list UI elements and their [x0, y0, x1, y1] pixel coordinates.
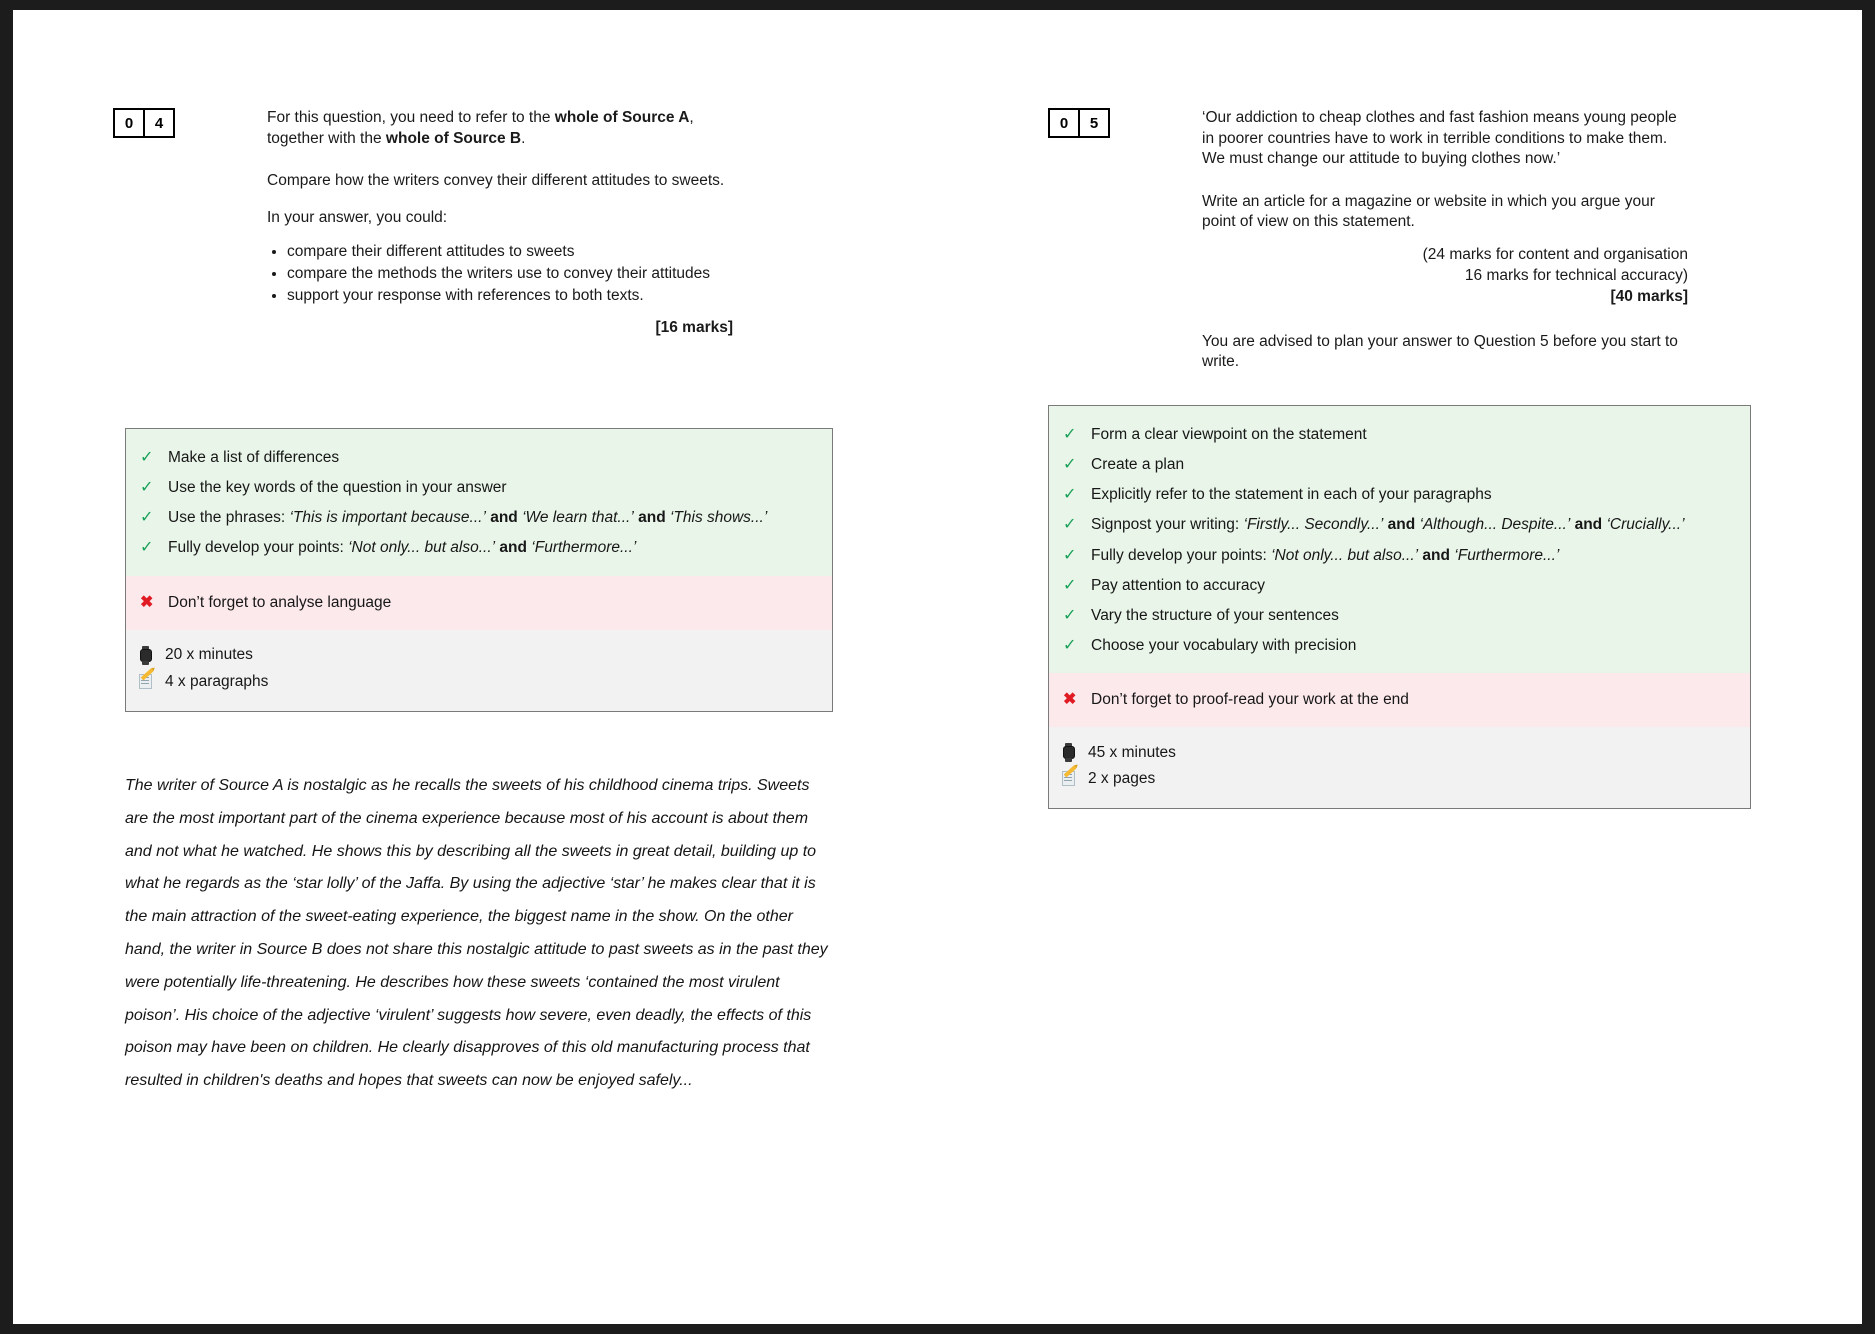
- question-04-task: Compare how the writers convey their different attitudes to sweets.: [267, 172, 725, 190]
- memo-icon: [139, 674, 165, 690]
- tick-icon: ✓: [140, 539, 154, 557]
- checklist-row-label: Fully develop your points: ‘Not only... but also...’ and ‘Furthermore...’: [168, 539, 637, 557]
- question-04-checklist-card: [125, 428, 833, 712]
- list-item: • compare the methods the writers use to convey their attitudes: [287, 264, 733, 285]
- checklist-row-label: Make a list of differences: [168, 449, 340, 466]
- checklist-row-label: Signpost your writing: ‘Firstly... Secondly...’ and ‘Although... Despite...’ and ‘Crucially...’: [1091, 516, 1685, 534]
- question-04-header: [113, 108, 733, 339]
- question-04-digit-2: 4: [154, 114, 164, 132]
- question-05-marks-block: [1202, 245, 1688, 308]
- question-04-number-box: [113, 108, 175, 138]
- checklist-row: [1049, 510, 1750, 540]
- checklist-row: [1049, 571, 1750, 601]
- checklist-row: [126, 443, 832, 473]
- question-05-meta-section: [1049, 727, 1750, 808]
- checklist-row: [126, 473, 832, 503]
- watch-icon: [139, 646, 165, 665]
- checklist-row: [1049, 420, 1750, 450]
- question-04-body: [267, 108, 733, 339]
- cross-icon: ✖: [1063, 691, 1077, 709]
- meta-row-label: 45 x minutes: [1088, 743, 1176, 761]
- checklist-row-label: Use the key words of the question in your answer: [168, 479, 507, 497]
- list-item: • compare their different attitudes to sweets: [287, 242, 733, 263]
- question-05-marks-total: [40 marks]: [1610, 287, 1688, 305]
- tick-icon: ✓: [1063, 636, 1077, 654]
- tick-icon: ✓: [140, 449, 154, 466]
- checklist-row-label: Form a clear viewpoint on the statement: [1091, 426, 1367, 443]
- meta-row-label: 4 x paragraphs: [165, 672, 269, 690]
- question-04-meta-section: [126, 630, 832, 711]
- checklist-row-label: Choose your vocabulary with precision: [1091, 636, 1357, 654]
- checklist-row: [1049, 541, 1750, 571]
- checklist-row-label: Pay attention to accuracy: [1091, 576, 1266, 594]
- question-05-body: [1202, 108, 1688, 373]
- watch-icon: [1062, 743, 1088, 762]
- meta-row-time: [126, 642, 832, 669]
- question-05-checklist-card: [1048, 405, 1751, 809]
- question-04-marks: [16 marks]: [655, 319, 733, 337]
- question-05-task: Write an article for a magazine or website in which you argue your point of view on this statement.: [1202, 192, 1655, 231]
- tick-icon: ✓: [1063, 516, 1077, 534]
- checklist-row: [1049, 631, 1750, 661]
- tick-icon: ✓: [1063, 486, 1077, 504]
- tick-icon: ✓: [1063, 546, 1077, 564]
- meta-row-length: [1049, 766, 1750, 792]
- question-04-bullet-list: [267, 242, 733, 306]
- checklist-row: [1049, 450, 1750, 480]
- checklist-row-label: Fully develop your points: ‘Not only... but also...’ and ‘Furthermore...’: [1091, 546, 1560, 564]
- checklist-row-label: Vary the structure of your sentences: [1091, 606, 1339, 624]
- question-04-donts-section: [126, 576, 832, 630]
- question-05-dos-section: [1049, 406, 1750, 673]
- meta-row-length: [126, 669, 832, 695]
- question-05-statement: ‘Our addiction to cheap clothes and fast fashion means young people in poorer countries have to work in terrible conditions to make them. We must change our attitude to buying clothes now.’: [1202, 109, 1677, 168]
- checklist-row-label: Don’t forget to proof-read your work at the end: [1091, 691, 1409, 709]
- checklist-row-warning: [126, 588, 832, 618]
- question-05-header: [1048, 108, 1688, 373]
- tick-icon: ✓: [1063, 426, 1077, 443]
- question-04-dos-section: [126, 429, 832, 576]
- meta-row-label: 20 x minutes: [165, 646, 253, 664]
- question-05-donts-section: [1049, 673, 1750, 727]
- meta-row-time: [1049, 739, 1750, 766]
- question-04-model-answer: The writer of Source A is nostalgic as he recalls the sweets of his childhood cinema trips. Sweets are the most important part of the cinema experience because most of his account is about them and not what he watched. He shows this by describing all the sweets in great detail, building up to what he regards as the ‘star lolly’ of the Jaffa. By using the adjective ‘star’ he makes clear that it is the main attraction of the sweet-eating experience, the biggest name in the show. On the other hand, the writer in Source B does not share this nostalgic attitude to past sweets as in the past they were potentially life-threatening. He describes how these sweets ‘contained the most virulent poison’. His choice of the adjective ‘virulent’ suggests how severe, even deadly, the effects of this poison may have been on children. He clearly disapproves of this old manufacturing process that resulted in children's deaths and hopes that sweets can now be enjoyed safely...: [125, 777, 828, 1090]
- tick-icon: ✓: [140, 479, 154, 497]
- question-05-marks-content: (24 marks for content and organisation: [1422, 246, 1688, 264]
- question-05-digit-1: 0: [1050, 110, 1080, 136]
- checklist-row: [1049, 601, 1750, 631]
- checklist-row: [126, 533, 832, 563]
- question-04-leadin: In your answer, you could:: [267, 208, 448, 226]
- tick-icon: ✓: [1063, 576, 1077, 594]
- meta-row-label: 2 x pages: [1088, 770, 1156, 788]
- question-04-digit-1: 0: [115, 110, 145, 136]
- list-item: • support your response with references to both texts.: [287, 286, 733, 307]
- tick-icon: ✓: [1063, 456, 1077, 474]
- tick-icon: ✓: [140, 509, 154, 527]
- checklist-row-label: Explicitly refer to the statement in each of your paragraphs: [1091, 486, 1492, 504]
- cross-icon: ✖: [140, 593, 154, 611]
- question-05-advice: You are advised to plan your answer to Question 5 before you start to write.: [1202, 332, 1678, 371]
- checklist-row-label: Don’t forget to analyse language: [168, 593, 392, 611]
- checklist-row-label: Use the phrases: ‘This is important because...’ and ‘We learn that...’ and ‘This shows...’: [168, 509, 768, 527]
- checklist-row: [1049, 480, 1750, 510]
- question-04-intro: For this question, you need to refer to the whole of Source A, together with the whole of Source B.: [267, 109, 694, 147]
- exam-paper-page: [13, 10, 1862, 1324]
- memo-icon: [1062, 771, 1088, 787]
- checklist-row-label: Create a plan: [1091, 456, 1185, 474]
- question-05-marks-technical: 16 marks for technical accuracy): [1464, 266, 1688, 284]
- tick-icon: ✓: [1063, 606, 1077, 624]
- checklist-row-warning: [1049, 685, 1750, 715]
- question-05-digit-2: 5: [1089, 114, 1099, 132]
- question-05-number-box: [1048, 108, 1110, 138]
- checklist-row: [126, 503, 832, 533]
